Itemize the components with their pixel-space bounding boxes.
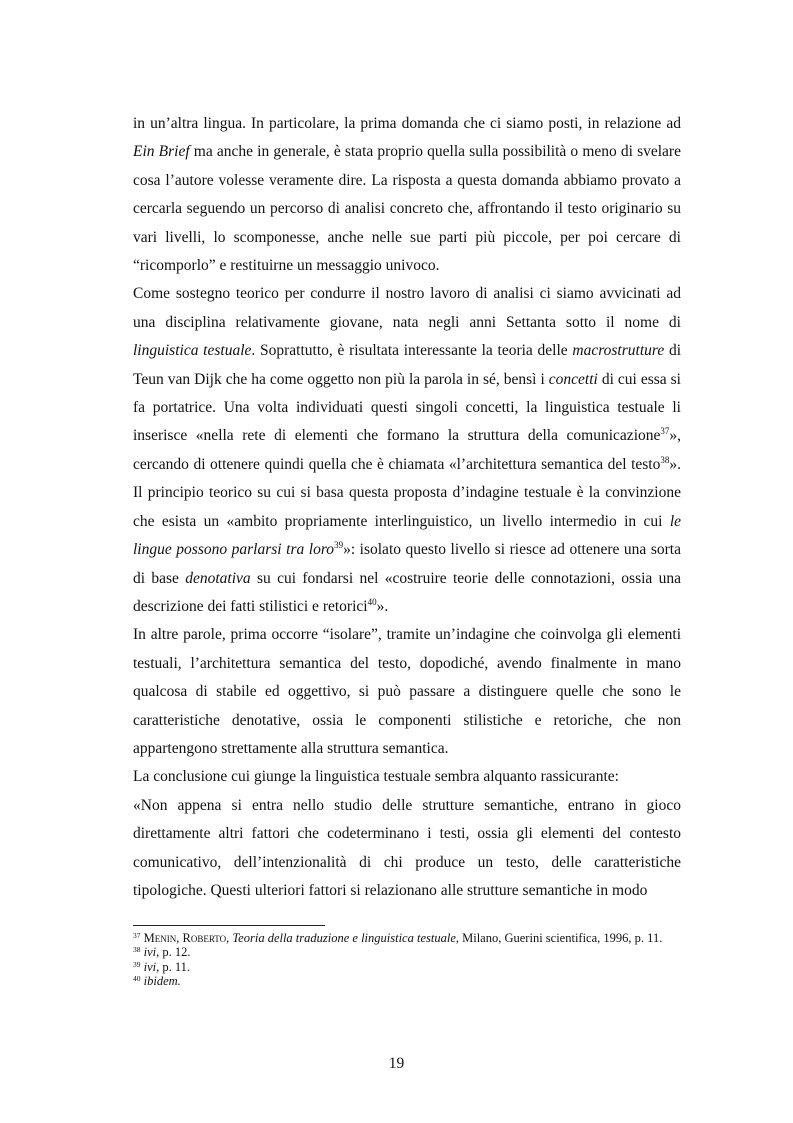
text-run: , Milano, Guerini scientifica, 1996, p. 11. xyxy=(455,931,663,945)
footnote-number: 40 xyxy=(133,973,141,983)
body-text xyxy=(133,110,681,905)
text-run: Come sostegno teorico per condurre il nostro lavoro di analisi ci siamo avvicinati ad una disciplina relativamente giovane, nata negli anni Settanta sotto il nome di xyxy=(133,285,681,331)
footnote-37 xyxy=(133,931,681,945)
italic-term: denotativa xyxy=(185,569,251,587)
footnote-ref-39[interactable]: 39 xyxy=(334,540,344,551)
footnote-ital: ivi xyxy=(143,959,157,974)
paragraph-4: La conclusione cui giunge la linguistica testuale sembra alquanto rassicurante: xyxy=(133,768,619,786)
text-run: ma anche in generale, è stata proprio quella sulla possibilità o meno di svelare cosa l’autore volesse veramente dire. La risposta a questa domanda abbiamo provato a cercarla seguendo un percorso di analisi concreto che, affrontando il testo originario su vari livelli, lo scomponesse, anche nelle sue parti più piccole, per poi cercare di “ricomporlo” e restituirne un messaggio univoco. xyxy=(133,143,681,275)
italic-term: concetti xyxy=(548,370,598,388)
paragraph-3: In altre parole, prima occorre “isolare”, tramite un’indagine che coinvolga gli elementi testuali, l’architettura semantica del testo, dopodiché, avendo finalmente in mano qualcosa di stabile ed oggettivo, si può passare a distinguere quelle che sono le caratteristiche denotative, ossia le componenti stilistiche e retoriche, che non appartengono strettamente alla struttura semantica. xyxy=(133,626,681,757)
footnote-ital: ivi xyxy=(143,945,157,960)
footnote-ital: ibidem. xyxy=(143,973,181,988)
paragraph-2 xyxy=(133,280,681,621)
footnote-38 xyxy=(133,945,681,959)
footnote-ref-38[interactable]: 38 xyxy=(660,454,670,465)
footnotes xyxy=(133,931,681,988)
text-run: , p. 11. xyxy=(156,959,191,974)
footnote-ref-37[interactable]: 37 xyxy=(660,426,670,437)
text-run: , p. 12. xyxy=(156,945,191,960)
footnote-number: 37 xyxy=(133,931,141,940)
text-run: di cui essa si fa portatrice. Una volta individuati questi singoli concetti, la linguistica testuale li inserisce «nella rete di elementi che formano la struttura della comunicazione xyxy=(133,370,681,445)
text-run: in un’altra lingua. In particolare, la prima domanda che ci siamo posti, in relazione ad xyxy=(133,115,681,132)
text-run: ». Il principio teorico su cui si basa questa proposta d’indagine testuale è la convinzione che esista un «ambito propriamente interlinguistico, un livello intermedio in cui xyxy=(133,455,681,530)
paragraph-5-quote: «Non appena si entra nello studio delle strutture semantiche, entrano in gioco direttamente altri fattori che codeterminano i testi, ossia gli elementi del contesto comunicativo, dell’intenzionalità di chi produce un testo, delle caratteristiche tipologiche. Questi ulteriori fattori si relazionano alle strutture semantiche in modo xyxy=(133,796,681,899)
footnote-separator xyxy=(133,925,325,926)
footnote-40 xyxy=(133,974,681,988)
italic-term: linguistica testuale xyxy=(133,342,252,360)
italic-title: Ein Brief xyxy=(133,143,190,161)
footnote-author: Menin, Roberto xyxy=(143,931,227,945)
footnote-number: 39 xyxy=(133,959,141,969)
footnote-39 xyxy=(133,960,681,974)
text-run: su cui fondarsi nel «costruire teorie delle connotazioni, ossia una descrizione dei fatti stilistici e retorici xyxy=(133,569,681,615)
text-run: »: isolato questo livello si riesce ad ottenere una sorta di base xyxy=(133,541,681,587)
page-number: 19 xyxy=(388,1055,405,1072)
paragraph-1 xyxy=(133,110,681,280)
footnote-title: Teoria della traduzione e linguistica testuale xyxy=(232,931,456,945)
text-run: . Soprattutto, è risultata interessante la teoria delle xyxy=(251,342,573,360)
text-run: , xyxy=(226,931,233,945)
text-run: », cercando di ottenere quindi quella che è chiamata «l’architettura semantica del testo xyxy=(133,427,681,473)
text-run: di Teun van Dijk che ha come oggetto non più la parola in sé, bensì i xyxy=(133,342,682,388)
footnote-number: 38 xyxy=(133,945,141,955)
footnote-ref-40[interactable]: 40 xyxy=(367,596,377,607)
italic-quote: le lingue possono parlarsi tra loro xyxy=(133,512,681,559)
italic-term: macrostrutture xyxy=(572,342,665,360)
text-run: ». xyxy=(376,597,389,615)
